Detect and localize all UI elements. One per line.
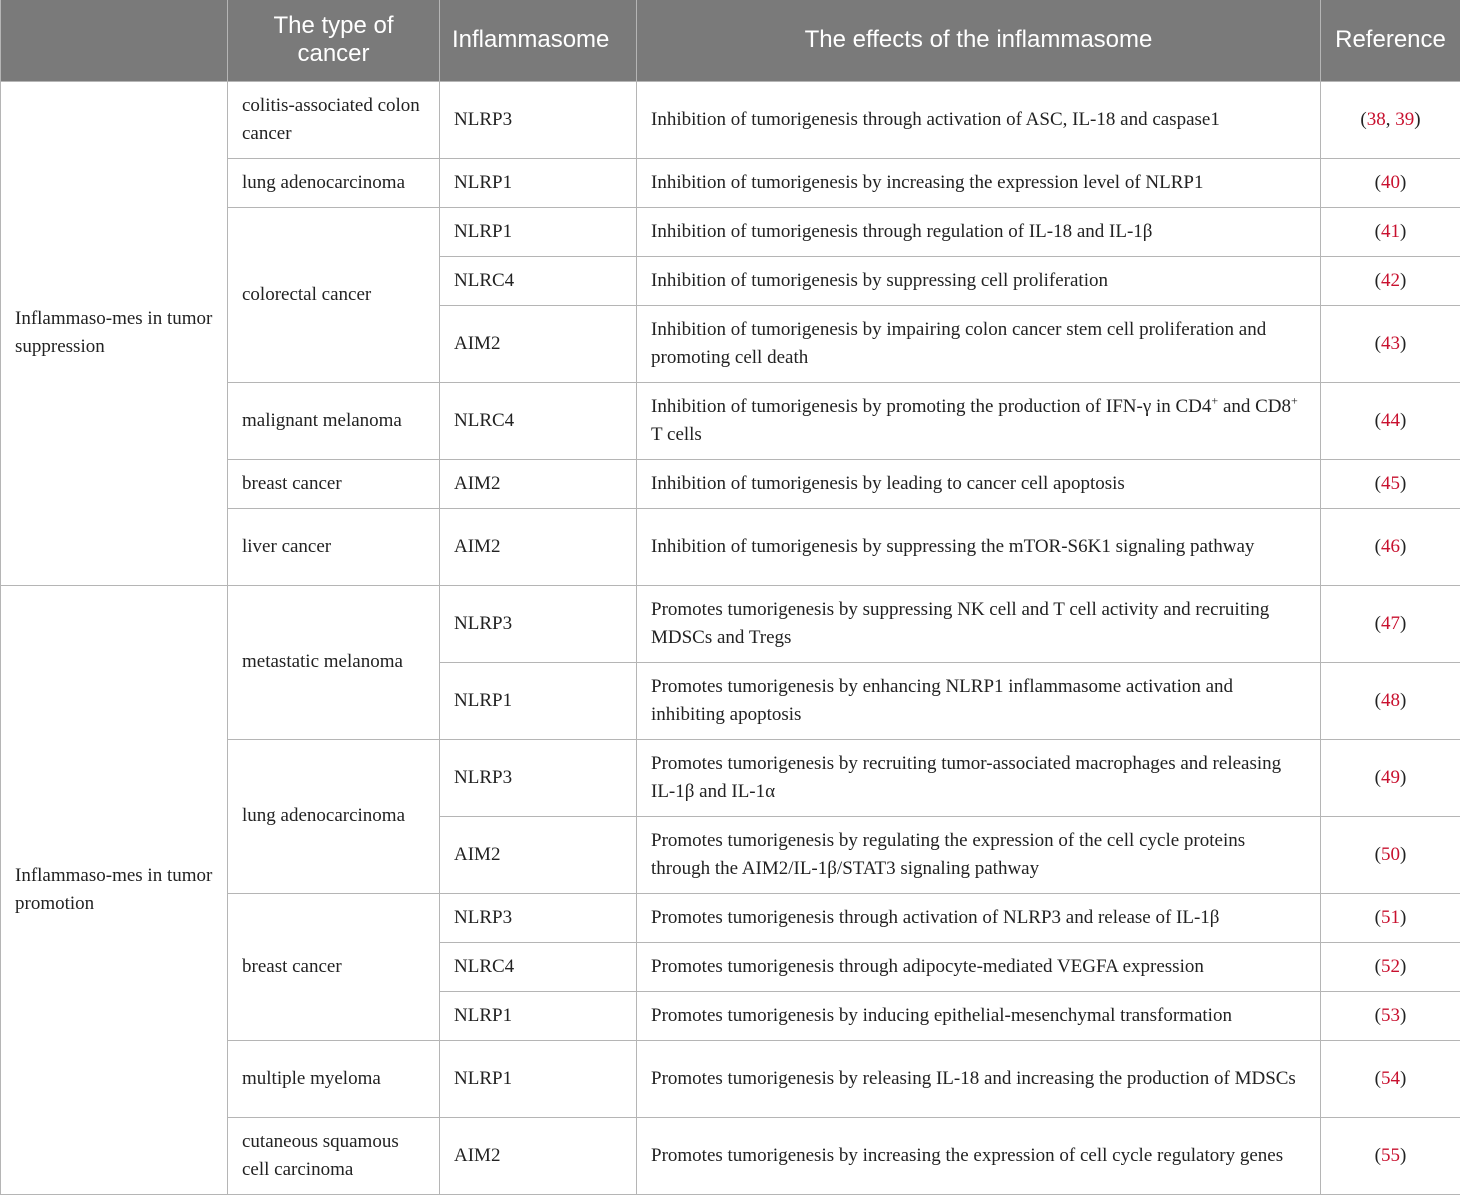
cancer-type-cell: breast cancer: [228, 893, 440, 1040]
inflammasome-cell: NLRC4: [440, 256, 637, 305]
reference-cell: (50): [1321, 816, 1460, 893]
cancer-type-cell: lung adenocarcinoma: [228, 158, 440, 207]
header-row: [1, 0, 1460, 81]
effect-cell: Inhibition of tumorigenesis by impairing colon cancer stem cell proliferation and promoting cell death: [637, 305, 1321, 382]
header-group: [1, 0, 228, 81]
inflammasome-cell: NLRP3: [440, 585, 637, 662]
header-inflammasome: Inflammasome: [440, 0, 637, 81]
inflammasome-cell: NLRP1: [440, 207, 637, 256]
cancer-type-cell: breast cancer: [228, 459, 440, 508]
reference-cell: (38, 39): [1321, 81, 1460, 158]
reference-link[interactable]: 53: [1381, 1005, 1400, 1026]
effect-text: Inhibition of tumorigenesis by promoting the production of IFN-γ in CD4: [651, 396, 1211, 417]
group-label-suppression: Inflammaso-mes in tumor suppression: [1, 81, 228, 585]
header-cancer-type: The type of cancer: [228, 0, 440, 81]
effect-cell: Inhibition of tumorigenesis through regulation of IL-18 and IL-1β: [637, 207, 1321, 256]
cancer-type-cell: lung adenocarcinoma: [228, 739, 440, 893]
inflammasome-cell: NLRC4: [440, 382, 637, 459]
reference-link[interactable]: 44: [1381, 410, 1400, 431]
reference-link[interactable]: 48: [1381, 690, 1400, 711]
inflammasome-cell: NLRP3: [440, 739, 637, 816]
reference-cell: (45): [1321, 459, 1460, 508]
inflammasome-cell: NLRP1: [440, 991, 637, 1040]
reference-link[interactable]: 40: [1381, 172, 1400, 193]
reference-link[interactable]: 51: [1381, 907, 1400, 928]
inflammasome-cell: NLRP1: [440, 662, 637, 739]
table-row: [1, 585, 1460, 662]
effect-cell: Promotes tumorigenesis by releasing IL-18 and increasing the production of MDSCs: [637, 1040, 1321, 1117]
reference-cell: (44): [1321, 382, 1460, 459]
reference-cell: (49): [1321, 739, 1460, 816]
reference-cell: (43): [1321, 305, 1460, 382]
cancer-type-cell: malignant melanoma: [228, 382, 440, 459]
reference-link[interactable]: 46: [1381, 536, 1400, 557]
cancer-type-cell: colorectal cancer: [228, 207, 440, 382]
reference-link[interactable]: 50: [1381, 844, 1400, 865]
header-reference: Reference: [1321, 0, 1460, 81]
reference-cell: (54): [1321, 1040, 1460, 1117]
reference-link[interactable]: 45: [1381, 473, 1400, 494]
effect-cell: Inhibition of tumorigenesis by leading to cancer cell apoptosis: [637, 459, 1321, 508]
superscript-plus: +: [1291, 393, 1298, 407]
inflammasome-cell: NLRP1: [440, 158, 637, 207]
inflammasome-cell: NLRP3: [440, 81, 637, 158]
effect-cell: Promotes tumorigenesis by enhancing NLRP1 inflammasome activation and inhibiting apoptosis: [637, 662, 1321, 739]
effect-cell: Promotes tumorigenesis by regulating the expression of the cell cycle proteins through the AIM2/IL-1β/STAT3 signaling pathway: [637, 816, 1321, 893]
effect-cell: [637, 382, 1321, 459]
reference-link[interactable]: 47: [1381, 613, 1400, 634]
cancer-type-cell: colitis-associated colon cancer: [228, 81, 440, 158]
reference-cell: (53): [1321, 991, 1460, 1040]
effect-cell: Promotes tumorigenesis by recruiting tumor-associated macrophages and releasing IL-1β and IL-1α: [637, 739, 1321, 816]
inflammasome-cell: AIM2: [440, 508, 637, 585]
inflammasome-cell: NLRP3: [440, 893, 637, 942]
inflammasome-cell: AIM2: [440, 305, 637, 382]
reference-link[interactable]: 43: [1381, 333, 1400, 354]
effect-cell: Promotes tumorigenesis by suppressing NK cell and T cell activity and recruiting MDSCs and Tregs: [637, 585, 1321, 662]
inflammasome-cell: NLRP1: [440, 1040, 637, 1117]
reference-cell: (40): [1321, 158, 1460, 207]
reference-cell: (47): [1321, 585, 1460, 662]
effect-text: and CD8: [1218, 396, 1291, 417]
cancer-type-cell: metastatic melanoma: [228, 585, 440, 739]
reference-cell: (42): [1321, 256, 1460, 305]
inflammasome-cell: AIM2: [440, 1117, 637, 1194]
effect-cell: Promotes tumorigenesis by inducing epithelial-mesenchymal transformation: [637, 991, 1321, 1040]
effect-cell: Inhibition of tumorigenesis by suppressing the mTOR-S6K1 signaling pathway: [637, 508, 1321, 585]
effect-cell: Promotes tumorigenesis through activation of NLRP3 and release of IL-1β: [637, 893, 1321, 942]
effect-text: T cells: [651, 424, 702, 445]
effect-cell: Inhibition of tumorigenesis by increasing the expression level of NLRP1: [637, 158, 1321, 207]
inflammasome-cell: AIM2: [440, 459, 637, 508]
reference-link[interactable]: 52: [1381, 956, 1400, 977]
reference-cell: (52): [1321, 942, 1460, 991]
reference-link[interactable]: 54: [1381, 1068, 1400, 1089]
reference-cell: (41): [1321, 207, 1460, 256]
inflammasome-cell: NLRC4: [440, 942, 637, 991]
reference-link[interactable]: 42: [1381, 270, 1400, 291]
inflammasome-cell: AIM2: [440, 816, 637, 893]
cancer-type-cell: liver cancer: [228, 508, 440, 585]
reference-link[interactable]: 55: [1381, 1145, 1400, 1166]
effect-cell: Inhibition of tumorigenesis by suppressing cell proliferation: [637, 256, 1321, 305]
effect-cell: Promotes tumorigenesis by increasing the expression of cell cycle regulatory genes: [637, 1117, 1321, 1194]
table-row: [1, 81, 1460, 158]
header-effects: The effects of the inflammasome: [637, 0, 1321, 81]
effect-cell: Inhibition of tumorigenesis through activation of ASC, IL-18 and caspase1: [637, 81, 1321, 158]
cancer-type-cell: cutaneous squamous cell carcinoma: [228, 1117, 440, 1194]
reference-cell: (48): [1321, 662, 1460, 739]
reference-link[interactable]: 49: [1381, 767, 1400, 788]
reference-link[interactable]: 41: [1381, 221, 1400, 242]
reference-link[interactable]: 38: [1367, 109, 1386, 130]
reference-cell: (46): [1321, 508, 1460, 585]
cancer-type-cell: multiple myeloma: [228, 1040, 440, 1117]
superscript-plus: +: [1211, 393, 1218, 407]
reference-cell: (51): [1321, 893, 1460, 942]
reference-cell: (55): [1321, 1117, 1460, 1194]
reference-link[interactable]: 39: [1395, 109, 1414, 130]
effect-cell: Promotes tumorigenesis through adipocyte-mediated VEGFA expression: [637, 942, 1321, 991]
group-label-promotion: Inflammaso-mes in tumor promotion: [1, 585, 228, 1194]
